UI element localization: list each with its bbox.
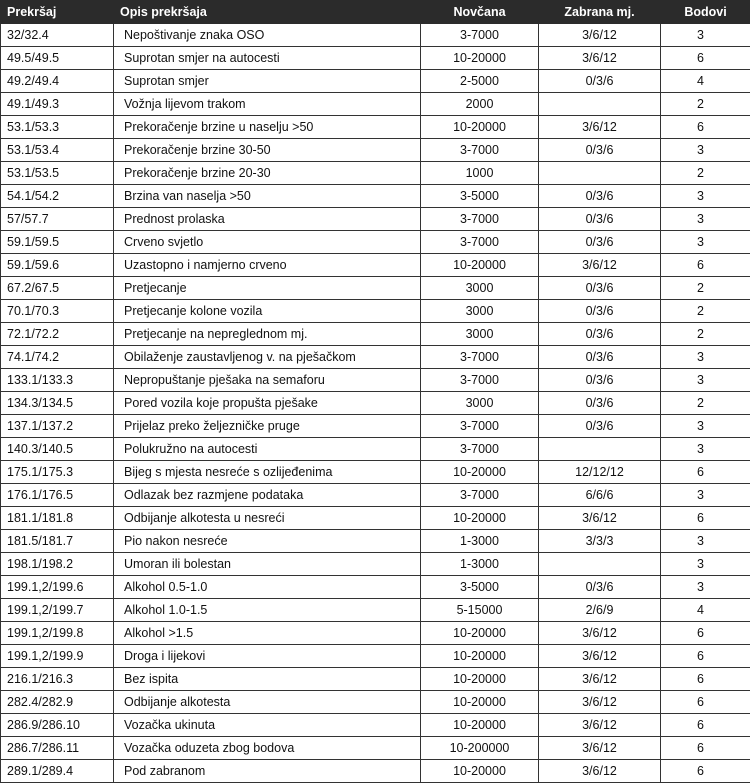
description-cell: Uzastopno i namjerno crveno [114,254,421,277]
offense-code-cell: 175.1/175.3 [1,461,114,484]
description-cell: Brzina van naselja >50 [114,185,421,208]
table-row [1,737,750,760]
offense-code-cell: 70.1/70.3 [1,300,114,323]
table-row [1,553,750,576]
ban-cell [539,553,661,576]
fine-cell: 2-5000 [421,70,539,93]
table-row [1,231,750,254]
description-cell: Pod zabranom [114,760,421,783]
offense-code-cell: 133.1/133.3 [1,369,114,392]
fine-cell: 3000 [421,300,539,323]
points-cell: 3 [661,576,750,599]
description-cell: Umoran ili bolestan [114,553,421,576]
ban-cell [539,438,661,461]
offense-code-cell: 282.4/282.9 [1,691,114,714]
ban-cell: 3/6/12 [539,691,661,714]
points-cell: 3 [661,231,750,254]
offense-code-cell: 199.1,2/199.8 [1,622,114,645]
offense-code-cell: 181.1/181.8 [1,507,114,530]
description-cell: Prednost prolaska [114,208,421,231]
points-cell: 4 [661,70,750,93]
fine-cell: 10-20000 [421,507,539,530]
ban-cell: 3/6/12 [539,116,661,139]
offense-code-cell: 137.1/137.2 [1,415,114,438]
ban-cell: 0/3/6 [539,70,661,93]
offense-code-cell: 289.1/289.4 [1,760,114,783]
table-row [1,392,750,415]
ban-cell: 0/3/6 [539,139,661,162]
fine-cell: 10-20000 [421,691,539,714]
description-cell: Prekoračenje brzine 20-30 [114,162,421,185]
points-cell: 2 [661,392,750,415]
points-cell: 2 [661,300,750,323]
fine-cell: 10-20000 [421,645,539,668]
ban-cell: 6/6/6 [539,484,661,507]
table-row [1,576,750,599]
ban-cell: 3/6/12 [539,760,661,783]
ban-cell: 3/6/12 [539,24,661,47]
fine-cell: 1-3000 [421,530,539,553]
ban-cell: 3/6/12 [539,254,661,277]
ban-cell: 3/6/12 [539,622,661,645]
table-row [1,369,750,392]
points-cell: 6 [661,668,750,691]
offense-code-cell: 49.2/49.4 [1,70,114,93]
description-cell: Prekoračenje brzine u naselju >50 [114,116,421,139]
table-row [1,484,750,507]
header-row [1,1,750,24]
table-row [1,346,750,369]
points-cell: 6 [661,691,750,714]
offense-code-cell: 286.9/286.10 [1,714,114,737]
fine-cell: 10-20000 [421,714,539,737]
table-row [1,622,750,645]
table-row [1,139,750,162]
description-cell: Odbijanje alkotesta u nesreći [114,507,421,530]
table-header [1,1,750,24]
description-cell: Vozačka ukinuta [114,714,421,737]
table-row [1,415,750,438]
table-row [1,438,750,461]
fine-cell: 3-7000 [421,369,539,392]
points-cell: 3 [661,139,750,162]
table-row [1,300,750,323]
table-row [1,70,750,93]
offense-code-cell: 198.1/198.2 [1,553,114,576]
offense-code-cell: 49.5/49.5 [1,47,114,70]
description-cell: Nepoštivanje znaka OSO [114,24,421,47]
table-row [1,208,750,231]
offense-code-cell: 32/32.4 [1,24,114,47]
description-cell: Pio nakon nesreće [114,530,421,553]
fine-cell: 3-7000 [421,484,539,507]
fine-cell: 2000 [421,93,539,116]
offense-code-cell: 72.1/72.2 [1,323,114,346]
description-cell: Bez ispita [114,668,421,691]
points-cell: 4 [661,599,750,622]
offense-code-cell: 74.1/74.2 [1,346,114,369]
points-cell: 3 [661,185,750,208]
offense-code-cell: 59.1/59.5 [1,231,114,254]
table-row [1,277,750,300]
points-cell: 3 [661,369,750,392]
description-cell: Vožnja lijevom trakom [114,93,421,116]
table-row [1,162,750,185]
table-row [1,47,750,70]
table-row [1,323,750,346]
fine-cell: 3000 [421,323,539,346]
header-offense-code: Prekršaj [1,1,114,24]
offense-code-cell: 140.3/140.5 [1,438,114,461]
offense-code-cell: 54.1/54.2 [1,185,114,208]
offense-code-cell: 59.1/59.6 [1,254,114,277]
description-cell: Pretjecanje [114,277,421,300]
description-cell: Prekoračenje brzine 30-50 [114,139,421,162]
description-cell: Pored vozila koje propušta pješake [114,392,421,415]
description-cell: Pretjecanje kolone vozila [114,300,421,323]
description-cell: Odbijanje alkotesta [114,691,421,714]
description-cell: Polukružno na autocesti [114,438,421,461]
ban-cell: 0/3/6 [539,323,661,346]
description-cell: Odlazak bez razmjene podataka [114,484,421,507]
points-cell: 6 [661,254,750,277]
fine-cell: 3-5000 [421,576,539,599]
header-points: Bodovi [661,1,750,24]
points-cell: 6 [661,47,750,70]
ban-cell: 3/6/12 [539,737,661,760]
ban-cell: 3/6/12 [539,47,661,70]
points-cell: 3 [661,438,750,461]
table-row [1,507,750,530]
offense-code-cell: 49.1/49.3 [1,93,114,116]
points-cell: 6 [661,507,750,530]
description-cell: Droga i lijekovi [114,645,421,668]
table-row [1,461,750,484]
fine-cell: 10-20000 [421,47,539,70]
description-cell: Suprotan smjer na autocesti [114,47,421,70]
description-cell: Crveno svjetlo [114,231,421,254]
table-row [1,668,750,691]
table-row [1,714,750,737]
description-cell: Alkohol 1.0-1.5 [114,599,421,622]
table-row [1,530,750,553]
fine-cell: 3000 [421,277,539,300]
table-row [1,93,750,116]
description-cell: Alkohol >1.5 [114,622,421,645]
points-cell: 6 [661,116,750,139]
points-cell: 6 [661,714,750,737]
ban-cell: 0/3/6 [539,208,661,231]
points-cell: 3 [661,484,750,507]
table-row [1,760,750,783]
ban-cell: 3/6/12 [539,714,661,737]
ban-cell: 2/6/9 [539,599,661,622]
description-cell: Suprotan smjer [114,70,421,93]
ban-cell: 0/3/6 [539,231,661,254]
description-cell: Alkohol 0.5-1.0 [114,576,421,599]
fine-cell: 3-7000 [421,139,539,162]
description-cell: Pretjecanje na nepreglednom mj. [114,323,421,346]
description-cell: Prijelaz preko željezničke pruge [114,415,421,438]
fine-cell: 10-20000 [421,760,539,783]
points-cell: 3 [661,553,750,576]
ban-cell: 3/6/12 [539,645,661,668]
fine-cell: 3-5000 [421,185,539,208]
header-description: Opis prekršaja [114,1,421,24]
ban-cell: 0/3/6 [539,576,661,599]
fine-cell: 10-20000 [421,116,539,139]
description-cell: Vozačka oduzeta zbog bodova [114,737,421,760]
points-cell: 6 [661,645,750,668]
offense-code-cell: 199.1,2/199.9 [1,645,114,668]
table-row [1,24,750,47]
ban-cell: 0/3/6 [539,346,661,369]
fine-cell: 3-7000 [421,231,539,254]
offense-code-cell: 53.1/53.3 [1,116,114,139]
header-fine: Novčana [421,1,539,24]
table-row [1,116,750,139]
fine-cell: 3000 [421,392,539,415]
points-cell: 2 [661,323,750,346]
ban-cell [539,93,661,116]
ban-cell [539,162,661,185]
ban-cell: 0/3/6 [539,369,661,392]
points-cell: 2 [661,277,750,300]
fine-cell: 10-20000 [421,668,539,691]
points-cell: 2 [661,162,750,185]
ban-cell: 3/6/12 [539,668,661,691]
description-cell: Obilaženje zaustavljenog v. na pješačkom [114,346,421,369]
points-cell: 6 [661,760,750,783]
table-row [1,645,750,668]
fine-cell: 3-7000 [421,346,539,369]
offense-code-cell: 53.1/53.4 [1,139,114,162]
ban-cell: 0/3/6 [539,415,661,438]
ban-cell: 0/3/6 [539,392,661,415]
fine-cell: 3-7000 [421,208,539,231]
fine-cell: 1000 [421,162,539,185]
description-cell: Nepropuštanje pješaka na semaforu [114,369,421,392]
points-cell: 3 [661,24,750,47]
offense-code-cell: 57/57.7 [1,208,114,231]
offense-code-cell: 216.1/216.3 [1,668,114,691]
table-row [1,185,750,208]
offense-code-cell: 199.1,2/199.6 [1,576,114,599]
fine-cell: 10-20000 [421,622,539,645]
ban-cell: 0/3/6 [539,300,661,323]
points-cell: 2 [661,93,750,116]
ban-cell: 12/12/12 [539,461,661,484]
fine-cell: 1-3000 [421,553,539,576]
offense-code-cell: 67.2/67.5 [1,277,114,300]
table-body [1,24,750,783]
points-cell: 3 [661,530,750,553]
offense-code-cell: 199.1,2/199.7 [1,599,114,622]
offense-code-cell: 134.3/134.5 [1,392,114,415]
header-ban-months: Zabrana mj. [539,1,661,24]
offense-code-cell: 53.1/53.5 [1,162,114,185]
fine-cell: 10-20000 [421,254,539,277]
ban-cell: 0/3/6 [539,185,661,208]
fine-cell: 3-7000 [421,415,539,438]
points-cell: 3 [661,415,750,438]
points-cell: 3 [661,346,750,369]
offense-code-cell: 286.7/286.11 [1,737,114,760]
offense-code-cell: 181.5/181.7 [1,530,114,553]
fine-cell: 5-15000 [421,599,539,622]
table-row [1,599,750,622]
fine-cell: 10-200000 [421,737,539,760]
ban-cell: 3/6/12 [539,507,661,530]
points-cell: 6 [661,622,750,645]
fine-cell: 3-7000 [421,24,539,47]
table-row [1,254,750,277]
description-cell: Bijeg s mjesta nesreće s ozlijeđenima [114,461,421,484]
table-row [1,691,750,714]
points-cell: 6 [661,737,750,760]
ban-cell: 3/3/3 [539,530,661,553]
fine-cell: 10-20000 [421,461,539,484]
fine-cell: 3-7000 [421,438,539,461]
points-cell: 6 [661,461,750,484]
offense-code-cell: 176.1/176.5 [1,484,114,507]
points-cell: 3 [661,208,750,231]
ban-cell: 0/3/6 [539,277,661,300]
